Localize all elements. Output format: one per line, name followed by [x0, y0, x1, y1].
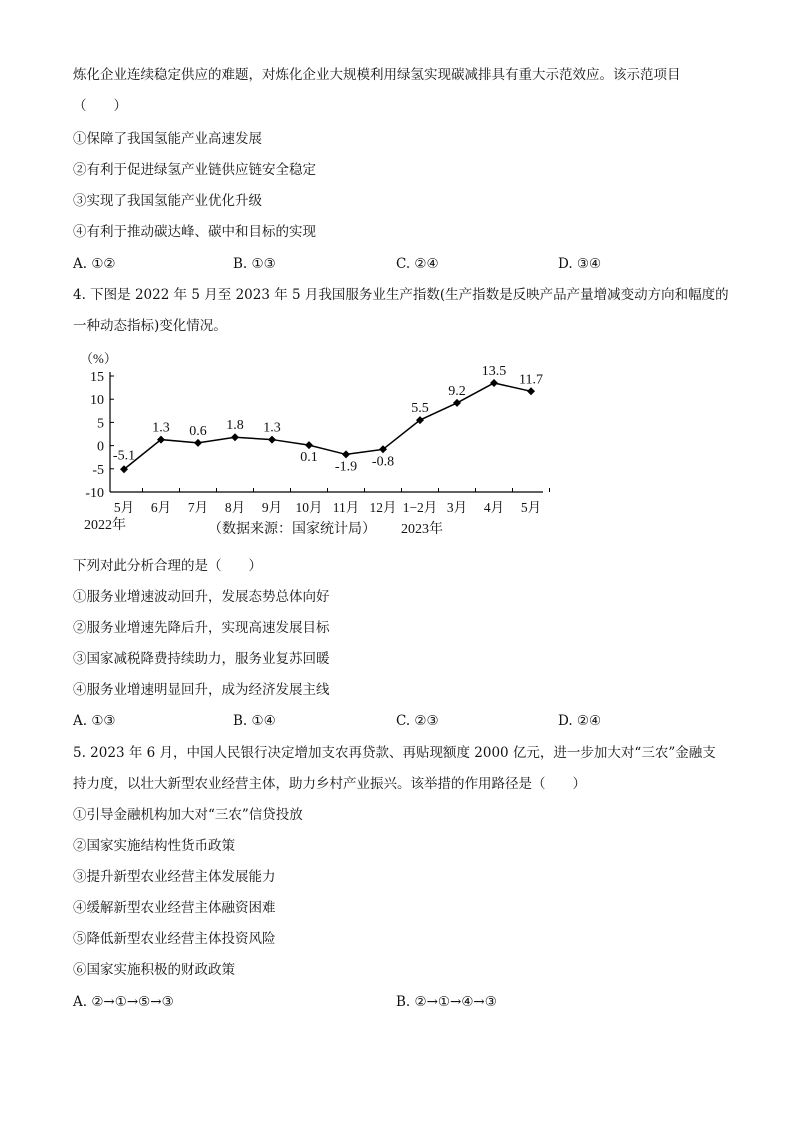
data-point [268, 436, 276, 444]
data-point [453, 399, 461, 407]
q4-option-b[interactable]: B. ①④ [233, 713, 276, 729]
data-label: -5.1 [112, 448, 136, 464]
statement-4: ④有利于推动碳达峰、碳中和目标的实现 [73, 224, 316, 240]
data-label: 1.3 [263, 420, 281, 436]
statement-1: ①保障了我国氢能产业高速发展 [73, 131, 262, 147]
source-label: （数据来源：国家统计局） [208, 522, 376, 537]
answer-bracket: （ ） [73, 98, 127, 114]
option-c[interactable]: C. ②④ [396, 256, 439, 272]
x-tick-label: 5月 [113, 500, 135, 515]
data-point [305, 441, 313, 449]
y-tick-label: -10 [85, 486, 104, 501]
data-point [490, 379, 498, 387]
question-4-prompt: 下列对此分析合理的是（ ） [73, 558, 262, 574]
data-point [194, 439, 202, 447]
x-tick-label: 1−2月 [402, 500, 438, 515]
q5-item-3: ③提升新型农业经营主体发展能力 [73, 869, 276, 885]
q5-option-a[interactable]: A. ②→①→⑤→③ [73, 994, 174, 1010]
service-index-chart [70, 345, 570, 540]
x-tick-label: 8月 [224, 500, 246, 515]
data-label: 5.5 [411, 401, 429, 417]
x-tick-label: 12月 [369, 500, 397, 515]
y-tick-label: -5 [92, 462, 104, 478]
q4-statement-3: ③国家减税降费持续助力，服务业复苏回暖 [73, 651, 330, 667]
data-label: 1.3 [152, 420, 170, 436]
question-4-stem: 4. 下图是 2022 年 5 月至 2023 年 5 月我国服务业生产指数(生产指数是反映产品产量增减变动方向和幅度的 [73, 287, 729, 303]
option-b[interactable]: B. ①③ [233, 256, 276, 272]
q5-item-2: ②国家实施结构性货币政策 [73, 838, 235, 854]
y-tick-label: 0 [97, 439, 104, 455]
data-label: 0.6 [189, 423, 207, 439]
option-a[interactable]: A. ①② [73, 256, 116, 272]
q4-statement-2: ②服务业增速先降后升，实现高速发展目标 [73, 620, 330, 636]
q4-statement-1: ①服务业增速波动回升，发展态势总体向好 [73, 589, 330, 605]
data-point [231, 433, 239, 441]
year-start-label: 2022年 [84, 518, 126, 533]
y-tick-label: 10 [90, 393, 104, 409]
question-5-stem-cont: 持力度，以壮大新型农业经营主体，助力乡村产业振兴。该举措的作用路径是（ ） [73, 776, 586, 792]
series-line [124, 383, 531, 469]
y-axis-label: （%） [80, 351, 117, 366]
question-5-stem: 5. 2023 年 6 月，中国人民银行决定增加支农再贷款、再贴现额度 2000 亿元，进一步加大对“三农”金融支 [73, 745, 716, 761]
q5-item-1: ①引导金融机构加大对“三农”信贷投放 [73, 807, 303, 823]
x-tick-label: 6月 [150, 500, 172, 515]
data-label: -0.8 [371, 454, 395, 470]
q4-option-c[interactable]: C. ②③ [396, 713, 439, 729]
question-4-stem-cont: 一种动态指标)变化情况。 [73, 318, 227, 334]
x-tick-label: 11月 [332, 500, 360, 515]
q4-option-a[interactable]: A. ①③ [73, 713, 116, 729]
q5-item-4: ④缓解新型农业经营主体融资困难 [73, 900, 276, 916]
x-tick-label: 5月 [520, 500, 542, 515]
data-label: 13.5 [481, 363, 507, 379]
x-tick-label: 7月 [187, 500, 209, 515]
question-text-line: 炼化企业连续稳定供应的难题，对炼化企业大规模利用绿氢实现碳减排具有重大示范效应。该示范项目 [73, 67, 681, 83]
q5-item-6: ⑥国家实施积极的财政政策 [73, 962, 235, 978]
q4-option-d[interactable]: D. ②④ [558, 713, 602, 729]
data-label: -1.9 [334, 459, 358, 475]
q5-option-b[interactable]: B. ②→①→④→③ [396, 994, 497, 1010]
year-end-label: 2023年 [401, 522, 443, 537]
option-d[interactable]: D. ③④ [558, 256, 602, 272]
statement-2: ②有利于促进绿氢产业链供应链安全稳定 [73, 162, 316, 178]
x-tick-label: 4月 [483, 500, 505, 515]
statement-3: ③实现了我国氢能产业优化升级 [73, 193, 262, 209]
y-tick-label: 5 [97, 416, 104, 432]
data-point [527, 387, 535, 395]
data-label: 11.7 [519, 372, 543, 388]
data-label: 1.8 [226, 418, 244, 434]
q5-item-5: ⑤降低新型农业经营主体投资风险 [73, 931, 276, 947]
data-label: 9.2 [448, 383, 466, 399]
data-label: 0.1 [300, 450, 318, 466]
data-point [342, 450, 350, 458]
x-tick-label: 10月 [295, 500, 323, 515]
x-tick-label: 9月 [261, 500, 283, 515]
q4-statement-4: ④服务业增速明显回升，成为经济发展主线 [73, 682, 330, 698]
x-tick-label: 3月 [446, 500, 468, 515]
y-tick-label: 15 [90, 370, 104, 385]
